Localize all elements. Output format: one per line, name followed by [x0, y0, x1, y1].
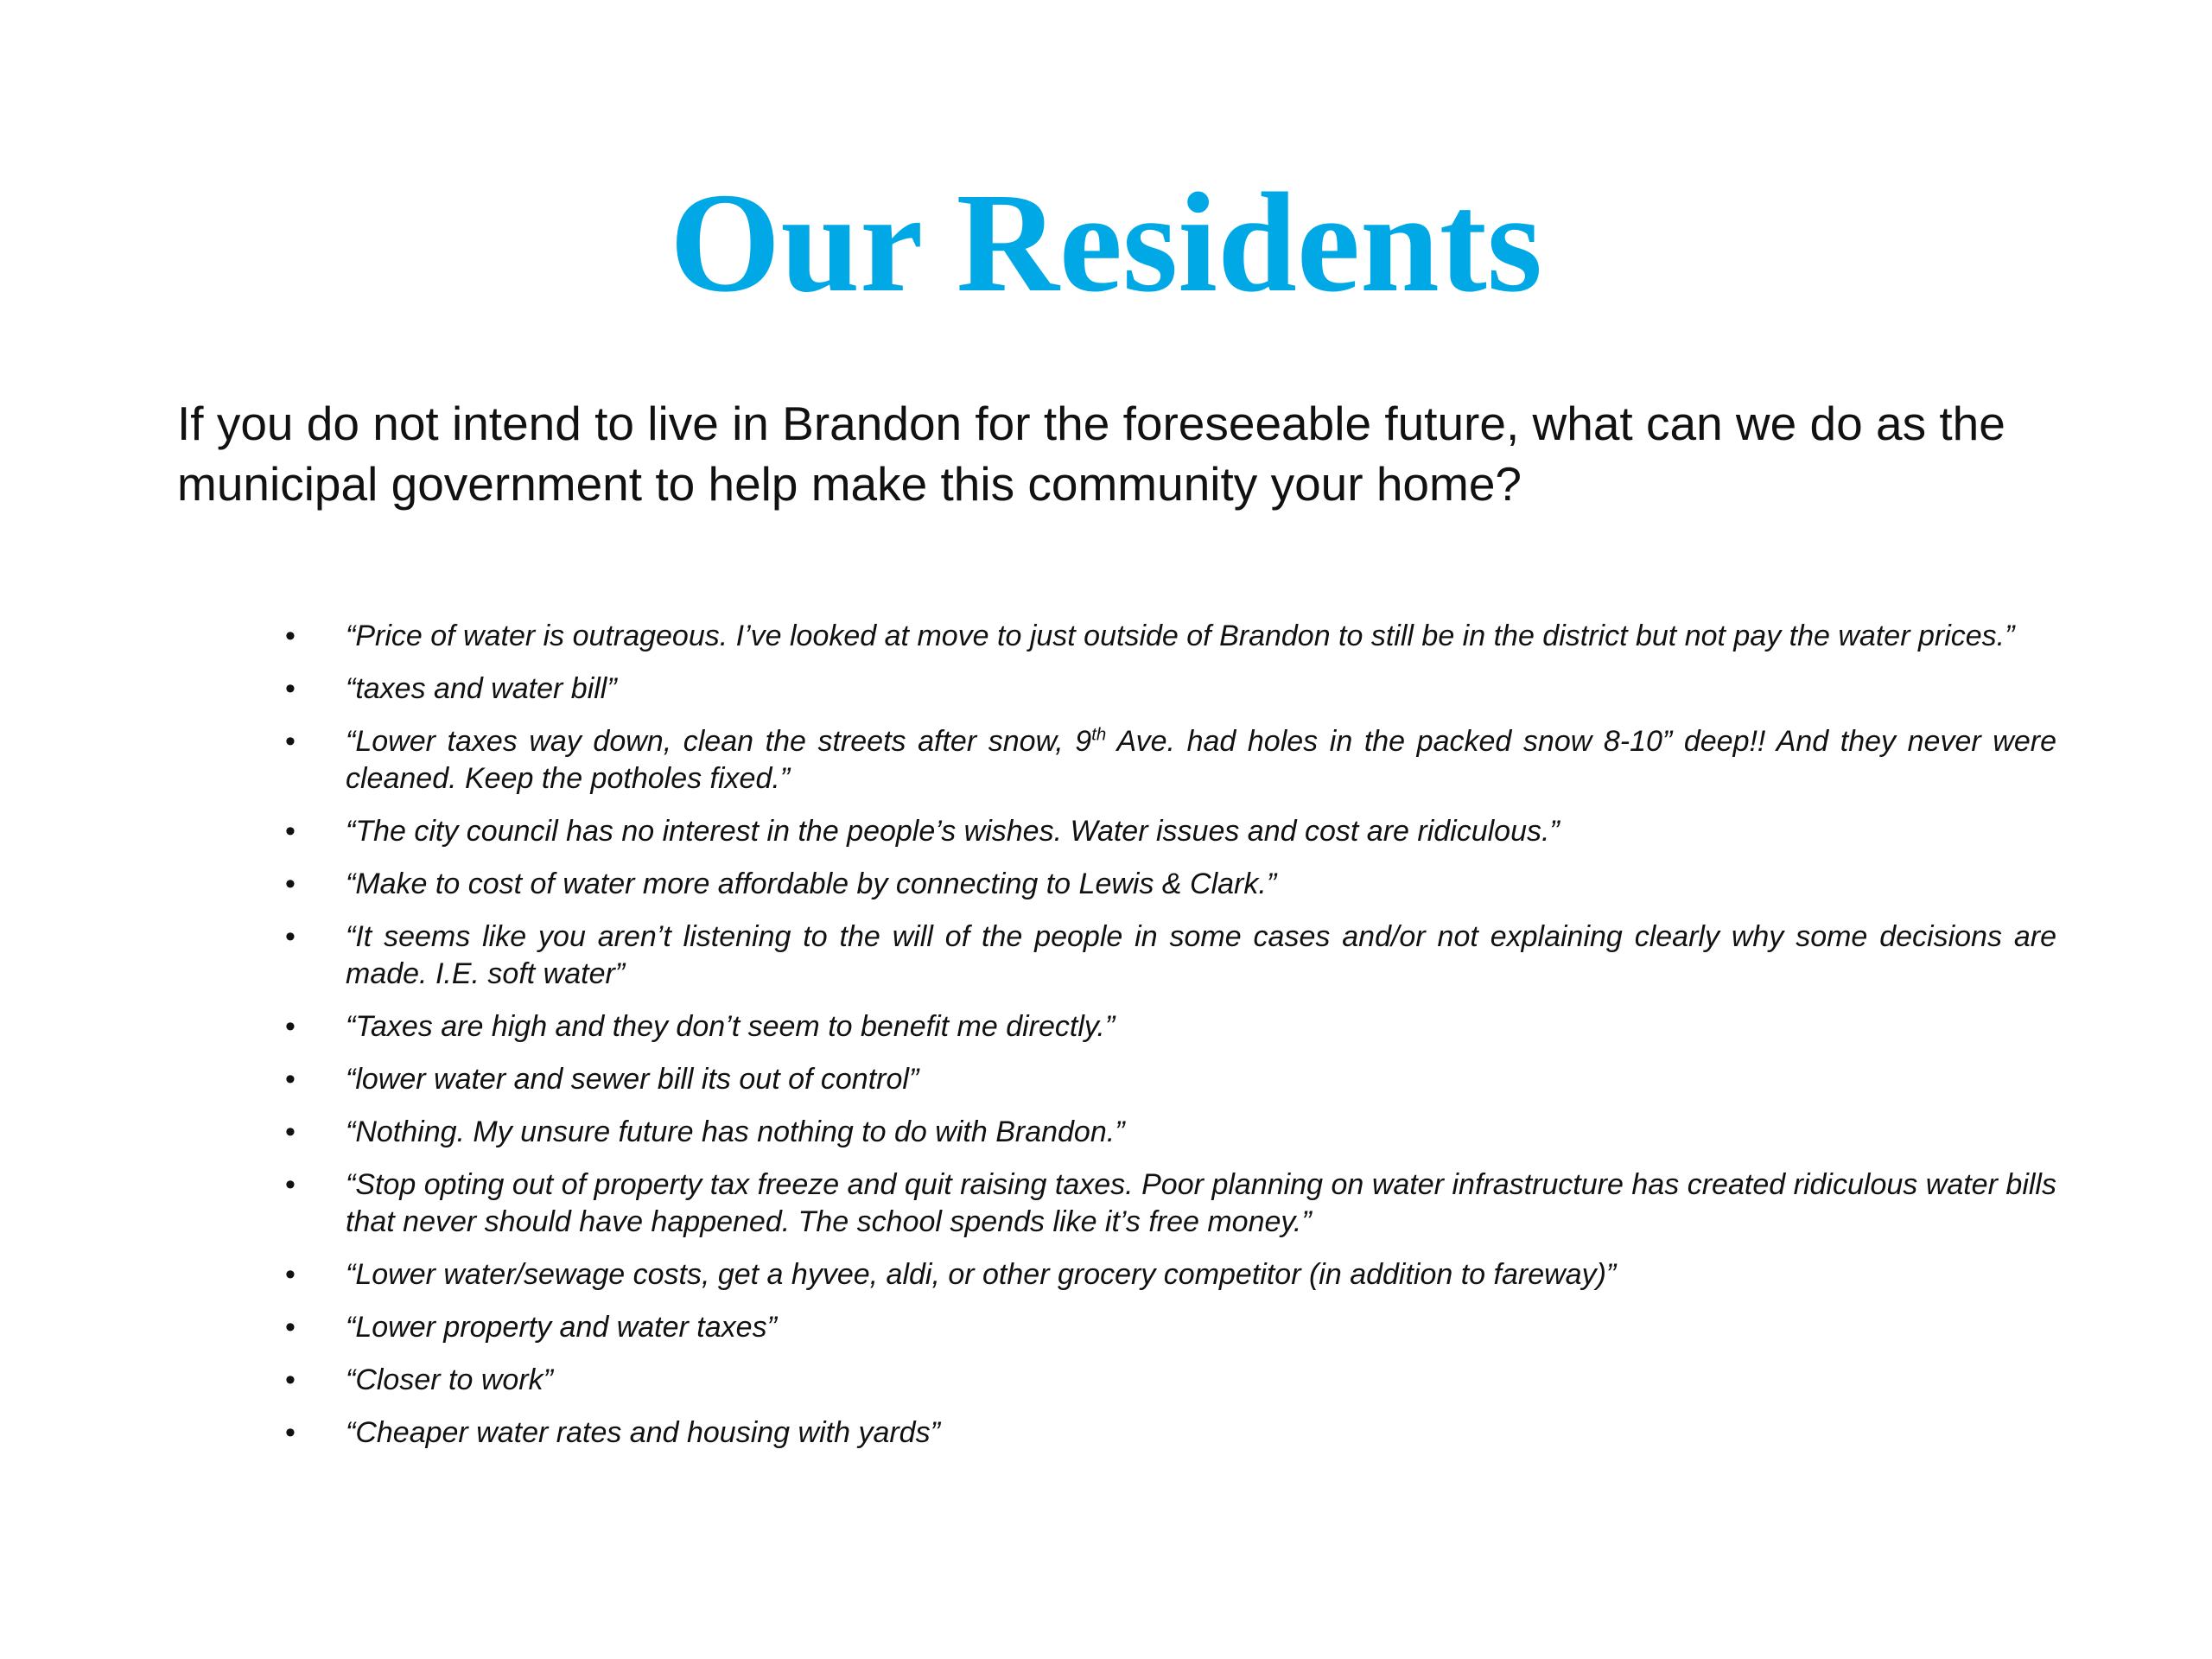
bullet-icon: •: [285, 920, 296, 953]
response-item: [285, 1061, 2056, 1098]
response-item: [285, 1008, 2056, 1046]
response-text: “Lower water/sewage costs, get a hyvee, aldi, or other grocery competitor (in addition to fareway)”: [346, 1258, 1617, 1291]
bullet-icon: •: [285, 868, 296, 900]
response-item: [285, 918, 2056, 993]
response-text: “Closer to work”: [346, 1363, 553, 1396]
response-text-part: “Lower taxes way down, clean the streets after snow, 9: [346, 725, 1092, 758]
bullet-icon: •: [285, 725, 296, 758]
response-text: “Make to cost of water more affordable by connecting to Lewis & Clark.”: [346, 868, 1277, 900]
response-text: “Stop opting out of property tax freeze and quit raising taxes. Poor planning on water infrastructure has created ridiculous water bills that never should have happened. The school spends like it’s free money.”: [346, 1168, 2056, 1238]
bullet-icon: •: [285, 1258, 296, 1291]
response-text: “It seems like you aren’t listening to the will of the people in some cases and/or not explaining clearly why some decisions are made. I.E. soft water”: [346, 920, 2056, 990]
response-text: “Cheaper water rates and housing with yards”: [346, 1416, 940, 1449]
bullet-icon: •: [285, 672, 296, 705]
response-text-part: Ave. had holes in the packed snow 8-10” deep!! And they never were cleaned. Keep the potholes fixed.”: [346, 725, 2056, 795]
response-text: “The city council has no interest in the people’s wishes. Water issues and cost are ridiculous.”: [346, 815, 1560, 848]
ordinal-suffix: th: [1091, 725, 1107, 745]
bullet-icon: •: [285, 620, 296, 652]
response-item: [285, 1166, 2056, 1241]
response-text: “Lower property and water taxes”: [346, 1311, 777, 1344]
response-item: [285, 1414, 2056, 1452]
response-item: [285, 1256, 2056, 1294]
bullet-icon: •: [285, 1363, 296, 1396]
response-text: “taxes and water bill”: [346, 672, 617, 705]
response-item: [285, 1362, 2056, 1399]
response-item: [285, 671, 2056, 708]
response-text: “Price of water is outrageous. I’ve looked at move to just outside of Brandon to still be in the district but not pay the water prices.”: [346, 620, 2015, 652]
bullet-icon: •: [285, 1063, 296, 1096]
bullet-icon: •: [285, 1311, 296, 1344]
response-text: “lower water and sewer bill its out of control”: [346, 1063, 919, 1096]
response-item: [285, 813, 2056, 850]
survey-question: If you do not intend to live in Brandon for the foreseeable future, what can we do as the municipal government to help make this community your home?: [177, 397, 2005, 511]
response-item: [285, 1114, 2056, 1151]
bullet-icon: •: [285, 1010, 296, 1043]
bullet-icon: •: [285, 1116, 296, 1148]
bullet-icon: •: [285, 1168, 296, 1201]
response-item: [285, 723, 2056, 798]
slide-title: Our Residents: [670, 163, 1542, 321]
bullet-icon: •: [285, 1416, 296, 1449]
response-list: [285, 618, 2056, 1467]
response-item: [285, 1309, 2056, 1346]
response-text: “Nothing. My unsure future has nothing to do with Brandon.”: [346, 1116, 1125, 1148]
response-text: “Taxes are high and they don’t seem to benefit me directly.”: [346, 1010, 1116, 1043]
response-item: [285, 866, 2056, 903]
response-item: [285, 618, 2056, 655]
bullet-icon: •: [285, 815, 296, 848]
